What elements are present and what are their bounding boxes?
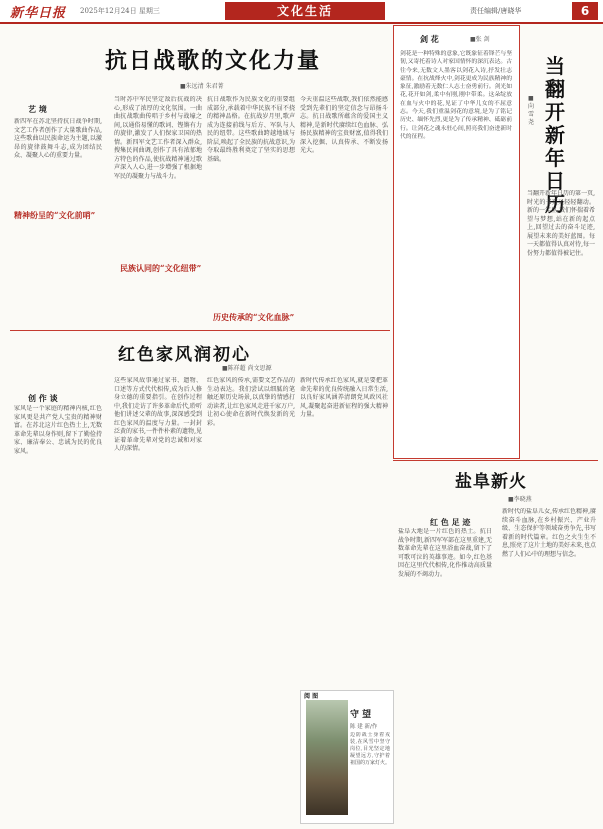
publication-date: 2025年12月24日 星期三 <box>80 7 160 15</box>
divider <box>10 330 390 331</box>
feature-title: 守 望 <box>350 710 372 720</box>
column-kicker: 艺 境 <box>28 104 47 114</box>
feature-caption: 边防战士身着戎装,在风雪中坚守岗位,目光坚定地凝望远方,守护着祖国的万家灯火。 <box>350 732 390 766</box>
article-byline: ■李晓燕 <box>508 496 532 503</box>
article-column: 当时苏中军民坚定敌后抗战的决心,形成了浓厚的文化氛围。一曲曲抗战歌曲传唱于乡村与战壕之间,以通俗易懂的歌词、铿锵有力的旋律,激发了人们保家卫国的热情。新四军文艺工作者深入群众,搜集民间曲调,创作了具有浓郁地方特色的作品,使抗战精神通过歌声深入人心,进一步增强了根据地军民的凝聚力与战斗力。 <box>114 96 202 180</box>
divider <box>393 460 598 461</box>
poem-byline: ■张 剑 <box>470 36 490 43</box>
feature-title: 当翻开新年日历 <box>545 54 565 216</box>
article-byline: ■朱远清 朱君菁 <box>180 83 224 90</box>
article-byline: ■陈祥超 尚文思源 <box>222 365 272 372</box>
column-kicker: 红 色 足 迹 <box>430 517 471 527</box>
box-header: 阅 图 <box>304 693 319 700</box>
article-column: 抗日战歌作为民族文化的重要组成部分,承载着中华民族不屈不挠的精神品格。在抗战岁月里,歌声成为连接前线与后方、军队与人民的纽带。这些歌曲跨越地域与阶层,唤起了全民族的抗战意识,为夺取最终胜利奠定了坚实的思想基础。 <box>207 96 295 163</box>
article-column: 新四军在苏北坚持抗日战争时期,文艺工作者创作了大量歌曲作品,这些歌曲以民族命运为主题,以激昂的旋律鼓舞斗志,成为团结民众、凝聚人心的重要力量。 <box>14 118 102 159</box>
article-subhead: 历史传承的“文化血脉” <box>213 312 295 322</box>
poem-title: 剑 花 <box>420 34 439 44</box>
article-column: 红色家风的传承,需要文艺作品的生动表达。我们尝试以细腻的笔触还原历史场景,以真挚的情感打动读者,让红色家风走进千家万户,让初心使命在新时代焕发新的光彩。 <box>207 377 295 427</box>
page-number: 6 <box>572 2 598 20</box>
article-column: 盐阜大地是一片红色的热土。抗日战争时期,新四军军部在这里重建,无数革命先辈在这里浴血奋战,留下了可歌可泣的英雄事迹。如今,红色基因在这里代代相传,化作推动高质量发展的不竭动力。 <box>398 528 492 578</box>
article-column: 新时代的盐阜儿女,传承红色精神,赓续奋斗血脉,在乡村振兴、产业升级、生态保护等领域奋勇争先,书写着新的时代篇章。红色之火生生不息,照亮了这片土地的美好未来,也点燃了人们心中的理想与信念。 <box>502 508 596 558</box>
article-subhead: 民族认同的“文化纽带” <box>120 263 202 273</box>
article-column: 家风是一个家庭的精神内核,红色家风更是共产党人宝贵的精神财富。在苏北这片红色热土上,无数革命先辈以身作则,留下了勤俭持家、廉洁奉公、忠诚为民的优良家风。 <box>14 405 102 455</box>
article-subhead: 精神纷呈的“文化前哨” <box>14 210 96 220</box>
section-title: 文化生活 <box>225 2 385 20</box>
feature-byline: 陈 建 新/作 <box>350 724 378 730</box>
soldier-painting-image <box>306 700 348 815</box>
poem-body: 剑花是一种特殊的意象,它既象征着锋芒与坚韧,又寄托着诗人对家国情怀的深沉表达。古往今来,无数文人墨客以剑花入诗,抒发壮志豪情。在抗战烽火中,剑花更成为民族精神的象征,激励着无数仁人志士奋勇前行。剑光如花,花开如剑,柔中有刚,刚中带柔。这朵绽放在血与火中的花,见证了中华儿女的不屈意志。今天,我们重温剑花的意境,是为了铭记历史、缅怀先烈,更是为了传承精神、砥砺前行。让剑花之魂永驻心间,照亮我们奋进新时代的征程。 <box>400 51 512 140</box>
editor-line: 责任编辑/唐晓华 <box>470 7 522 15</box>
article-column: 当翻开新年日历的第一页,时光的书页又轻轻翻动。新的一年里,我们怀揣着希望与梦想,站在新的起点上,回望过去的奋斗足迹,展望未来的美好蓝图。每一天都值得认真对待,每一份努力都值得被记住。 <box>527 190 595 257</box>
article-column: 今天重温这些战歌,我们依然能感受到先辈们的坚定信念与昂扬斗志。抗日战歌所蕴含的爱国主义精神,是新时代赓续红色血脉、弘扬民族精神的宝贵财富,值得我们深入挖掘、认真传承、不断发扬光大。 <box>300 96 388 154</box>
masthead: 新华日报 <box>10 6 67 21</box>
article-title: 抗日战歌的文化力量 <box>105 48 322 74</box>
feature-byline: ■向雪尧 <box>528 95 535 126</box>
article-title: 盐阜新火 <box>455 472 527 492</box>
article-column: 这些家风故事通过家书、遗物、口述等方式代代相传,成为后人修身立德的重要指引。在创作过程中,我们走访了许多革命后代,聆听他们讲述父辈的故事,深深感受到红色家风的温度与力量。一封封泛黄的家书,一件件朴素的遗物,见证着革命先辈对党的忠诚和对家人的深情。 <box>114 377 202 452</box>
article-title: 红色家风润初心 <box>118 345 251 365</box>
column-kicker: 创 作 谈 <box>28 393 58 403</box>
article-column: 新时代传承红色家风,就是要把革命先辈的优良传统融入日常生活,以良好家风涵养清朗党风政风社风,凝聚起奋进新征程的强大精神力量。 <box>300 377 388 418</box>
